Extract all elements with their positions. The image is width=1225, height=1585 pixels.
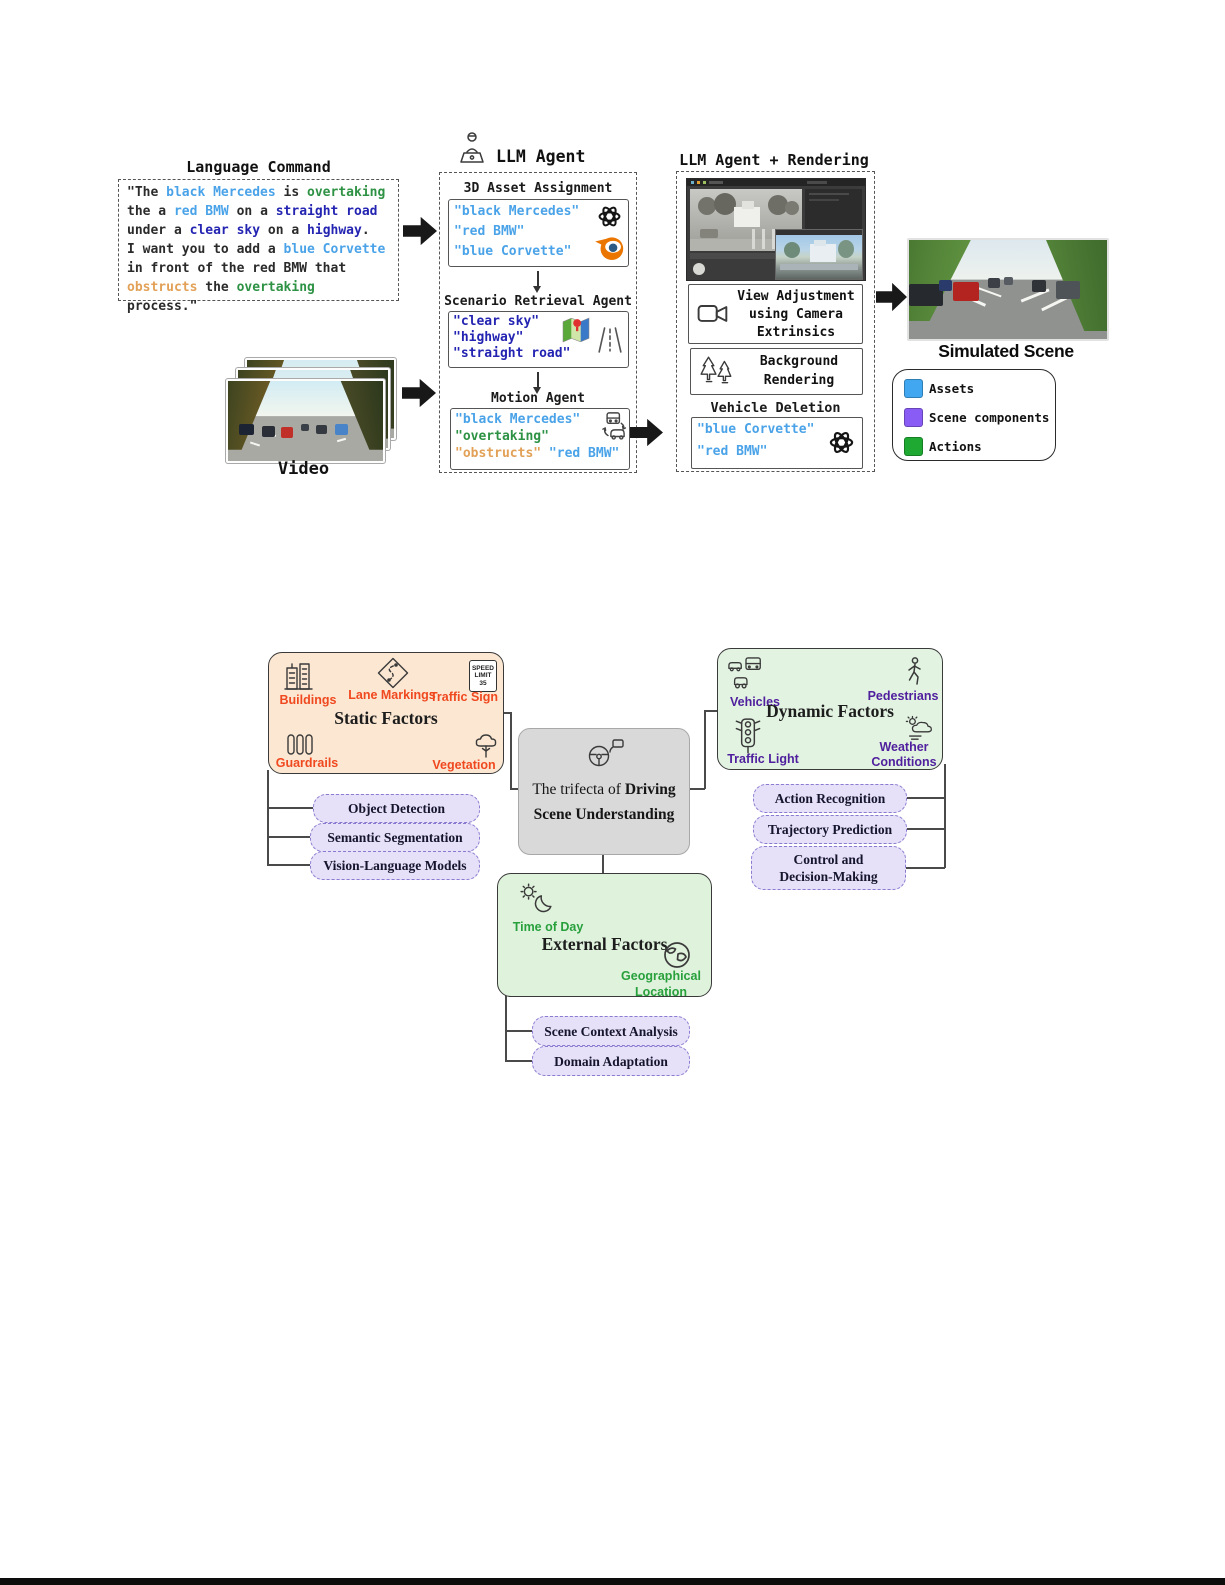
time-of-day-label: Time of Day (512, 920, 584, 934)
weather-icon (904, 715, 936, 743)
geographical-location-label: Geographical Location (621, 969, 701, 999)
connector-line (905, 828, 945, 830)
asset-row: "red BMW" (454, 224, 525, 239)
connector-line (906, 867, 945, 869)
buildings-icon (284, 661, 314, 693)
pill-object-detection: Object Detection (313, 794, 480, 823)
llm-agent-title: LLM Agent (496, 147, 586, 166)
simulated-scene-image (907, 238, 1109, 341)
video-frame-front (226, 379, 385, 463)
connector-line (267, 807, 313, 809)
trifecta-bold: Driving (624, 781, 676, 798)
asset-assignment-box (448, 199, 629, 267)
connector-line (505, 1060, 532, 1062)
vehicles-label: Vehicles (729, 695, 781, 709)
background-rendering-line: Rendering (763, 373, 835, 388)
motion-agent-box (450, 408, 630, 470)
pill-vision-language-models: Vision-Language Models (310, 851, 480, 880)
scenario-retrieval-title: Scenario Retrieval Agent (444, 294, 632, 309)
video-label: Video (277, 459, 330, 479)
vehicle-swap-icon (591, 411, 627, 445)
openai-icon (826, 427, 857, 458)
asset-assignment-title: 3D Asset Assignment (463, 181, 613, 196)
vegetation-icon (473, 733, 499, 759)
view-adjustment-line: Extrinsics (756, 325, 836, 340)
sign-line: SPEED (471, 664, 495, 672)
steering-wheel-icon (585, 737, 625, 769)
pill-control-decision-making: Control and Decision-Making (751, 846, 906, 890)
scenario-row: "straight road" (453, 346, 571, 361)
camera-icon (697, 302, 729, 326)
static-factors-box (268, 652, 504, 774)
legend-swatch-actions (904, 437, 923, 456)
scenario-retrieval-box (448, 311, 629, 368)
buildings-label: Buildings (279, 693, 337, 707)
command-line: the a red BMW on a straight road (127, 204, 378, 219)
vegetation-label: Vegetation (432, 758, 496, 772)
motion-row: "obstructs" "red BMW" (455, 446, 620, 461)
time-of-day-icon (518, 882, 554, 914)
down-arrow-icon (537, 271, 539, 286)
guardrails-label: Guardrails (275, 756, 339, 770)
pedestrians-label: Pedestrians (867, 689, 939, 703)
rendering-box (676, 171, 875, 472)
background-rendering-line: Background (759, 354, 839, 369)
agent-person-icon (456, 130, 488, 166)
pill-semantic-segmentation: Semantic Segmentation (310, 823, 480, 852)
command-line: under a clear sky on a highway. (127, 223, 370, 238)
external-factors-title: External Factors (541, 934, 668, 954)
trees-icon (699, 354, 735, 388)
connector-line (704, 710, 718, 712)
globe-icon (662, 940, 692, 970)
vehicle-deletion-row: "red BMW" (697, 444, 768, 459)
road-icon (597, 325, 623, 355)
background-rendering-box (690, 348, 863, 395)
dynamic-factors-title: Dynamic Factors (766, 701, 894, 721)
connector-line (704, 710, 706, 789)
weather-conditions-label: Weather Conditions (871, 740, 937, 769)
command-line: in front of the red BMW that (127, 261, 347, 276)
lane-markings-label: Lane Markings (348, 688, 436, 702)
llm-agent-box (439, 172, 637, 473)
trifecta-title (519, 777, 689, 827)
connector-line (267, 864, 310, 866)
view-adjustment-line: using Camera (749, 307, 843, 322)
pill-scene-context-analysis: Scene Context Analysis (532, 1016, 690, 1046)
traffic-light-label: Traffic Light (727, 752, 799, 766)
scenario-row: "clear sky" (453, 314, 540, 329)
language-command-box (118, 179, 399, 314)
view-adjustment-line: View Adjustment (737, 289, 855, 304)
openai-icon (595, 202, 624, 231)
trifecta-bold: Scene Understanding (533, 806, 675, 823)
arrow-right-icon (402, 378, 436, 408)
legend-swatch-assets (904, 379, 923, 398)
trifecta-center-box (518, 728, 690, 855)
arrow-right-icon (403, 216, 437, 246)
pill-domain-adaptation: Domain Adaptation (532, 1046, 690, 1076)
page-bottom-rule (0, 1578, 1225, 1585)
arrow-right-icon (876, 282, 907, 312)
pill-trajectory-prediction: Trajectory Prediction (753, 815, 907, 844)
simulated-scene-label: Simulated Scene (938, 341, 1074, 361)
traffic-sign-label: Traffic Sign (429, 690, 499, 704)
down-arrow-icon (537, 372, 539, 387)
legend-swatch-scene-components (904, 408, 923, 427)
sign-line: 35 (479, 679, 487, 687)
rendering-screenshot (686, 178, 866, 281)
legend-label: Scene components (929, 410, 1050, 425)
connector-line (505, 1030, 532, 1032)
rendering-title: LLM Agent + Rendering (679, 151, 869, 169)
connector-line (944, 764, 946, 868)
pill-action-recognition: Action Recognition (753, 784, 907, 813)
language-command-title: Language Command (186, 158, 331, 176)
legend-label: Assets (929, 381, 975, 396)
connector-line (267, 770, 269, 866)
asset-row: "black Mercedes" (454, 204, 580, 219)
command-line: "The black Mercedes is overtaking (127, 185, 386, 200)
motion-row: "overtaking" (455, 429, 549, 444)
vehicles-icon (726, 656, 766, 694)
trifecta-prefix: The trifecta of (532, 781, 625, 798)
vehicle-deletion-title: Vehicle Deletion (710, 400, 841, 416)
sign-line: LIMIT (474, 672, 492, 680)
asset-row: "blue Corvette" (454, 244, 572, 259)
traffic-light-icon (734, 717, 762, 755)
dynamic-factors-box (717, 648, 943, 770)
scenario-row: "highway" (453, 330, 524, 345)
guardrails-icon (285, 732, 315, 758)
connector-line (505, 994, 507, 1061)
motion-row: "black Mercedes" (455, 412, 581, 427)
lane-markings-icon (377, 657, 409, 689)
connector-line (510, 712, 512, 789)
connector-line (267, 836, 310, 838)
map-icon (561, 315, 591, 345)
traffic-sign-icon (469, 660, 497, 692)
command-line: I want you to add a blue Corvette (127, 242, 386, 257)
legend (892, 369, 1056, 461)
connector-line (905, 797, 945, 799)
static-factors-title: Static Factors (334, 708, 438, 728)
pedestrians-icon (904, 657, 924, 687)
external-factors-box (497, 873, 712, 997)
vehicle-deletion-row: "blue Corvette" (697, 422, 815, 437)
command-line: obstructs the overtaking process." (127, 280, 315, 314)
legend-label: Actions (929, 439, 982, 454)
connector-line (602, 853, 604, 873)
blender-icon (594, 233, 625, 262)
motion-agent-title: Motion Agent (491, 391, 585, 406)
view-adjustment-box (688, 284, 863, 344)
vehicle-deletion-box (691, 417, 863, 469)
